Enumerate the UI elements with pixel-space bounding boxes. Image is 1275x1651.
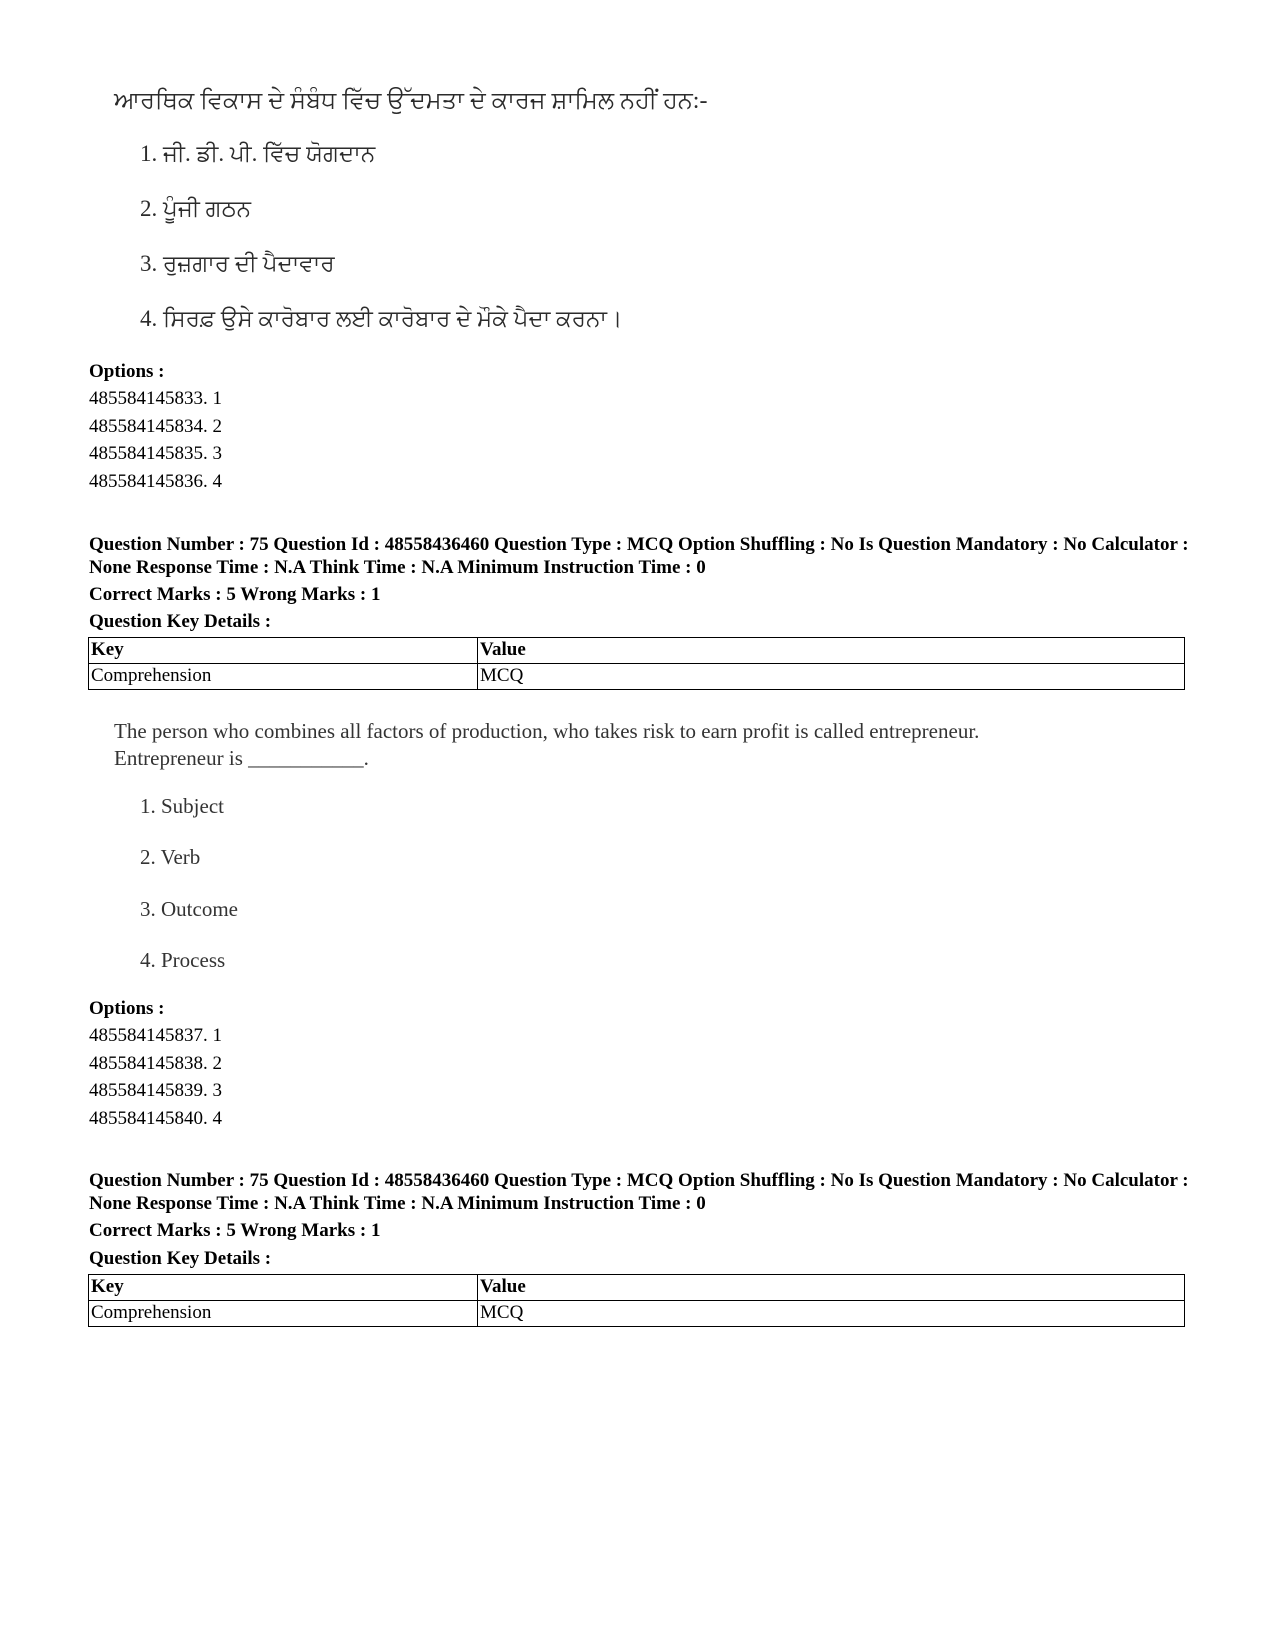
options-label: Options : (89, 998, 165, 1019)
option-id: 485584145834. 2 (89, 416, 222, 437)
table-cell-key: Comprehension (89, 664, 478, 690)
option-id: 485584145837. 1 (89, 1025, 222, 1046)
table-header-row (89, 1275, 1185, 1301)
option-id: 485584145839. 3 (89, 1080, 222, 1101)
marks-line: Correct Marks : 5 Wrong Marks : 1 (89, 584, 381, 605)
key-value-table (88, 637, 1185, 690)
question-meta: Question Number : 75 Question Id : 48558436460 Question Type : MCQ Option Shuffling : No Is Question Mandatory : No Calculator : None Response Time : N.A Think Time : N.A Minimum Instruction Time : 0 (89, 1170, 1189, 1214)
table-row (89, 664, 1185, 690)
option-id: 485584145840. 4 (89, 1108, 222, 1129)
key-details-label: Question Key Details : (89, 1248, 272, 1269)
option-id: 485584145836. 4 (89, 471, 222, 492)
option-id: 485584145838. 2 (89, 1053, 222, 1074)
table-header-value: Value (478, 1275, 1185, 1301)
choice-4: 4. Process (140, 948, 226, 972)
table-header-row (89, 638, 1185, 664)
option-id: 485584145833. 1 (89, 388, 222, 409)
table-header-value: Value (478, 638, 1185, 664)
table-cell-value: MCQ (478, 1301, 1185, 1327)
choice-4: 4. ਸਿਰਫ਼ ਉਸੇ ਕਾਰੋਬਾਰ ਲਈ ਕਾਰੋਬਾਰ ਦੇ ਮੌਕੇ ਪੈਦਾ ਕਰਨਾ। (140, 306, 623, 331)
choice-1: 1. ਜੀ. ਡੀ. ਪੀ. ਵਿੱਚ ਯੋਗਦਾਨ (140, 141, 376, 166)
key-details-label: Question Key Details : (89, 611, 272, 632)
key-value-table (88, 1274, 1185, 1327)
question-stem-line-1: The person who combines all factors of production, who takes risk to earn profit is called entrepreneur. (114, 719, 980, 743)
options-label: Options : (89, 361, 165, 382)
table-header-key: Key (89, 1275, 478, 1301)
choice-3: 3. ਰੁਜ਼ਗਾਰ ਦੀ ਪੈਦਾਵਾਰ (140, 251, 335, 276)
table-cell-value: MCQ (478, 664, 1185, 690)
marks-line: Correct Marks : 5 Wrong Marks : 1 (89, 1220, 381, 1241)
option-id: 485584145835. 3 (89, 443, 222, 464)
choice-3: 3. Outcome (140, 897, 238, 921)
question-meta: Question Number : 75 Question Id : 48558436460 Question Type : MCQ Option Shuffling : No Is Question Mandatory : No Calculator : None Response Time : N.A Think Time : N.A Minimum Instruction Time : 0 (89, 534, 1189, 578)
question-stem-line-2: Entrepreneur is ___________. (114, 746, 369, 770)
table-row (89, 1301, 1185, 1327)
choice-2: 2. Verb (140, 845, 201, 869)
choice-1: 1. Subject (140, 794, 224, 818)
question-stem: ਆਰਥਿਕ ਵਿਕਾਸ ਦੇ ਸੰਬੰਧ ਵਿੱਚ ਉੱਦਮਤਾ ਦੇ ਕਾਰਜ ਸ਼ਾਮਿਲ ਨਹੀਂ ਹਨ:- (114, 88, 708, 114)
table-cell-key: Comprehension (89, 1301, 478, 1327)
choice-2: 2. ਪੂੰਜੀ ਗਠਨ (140, 196, 252, 221)
table-header-key: Key (89, 638, 478, 664)
